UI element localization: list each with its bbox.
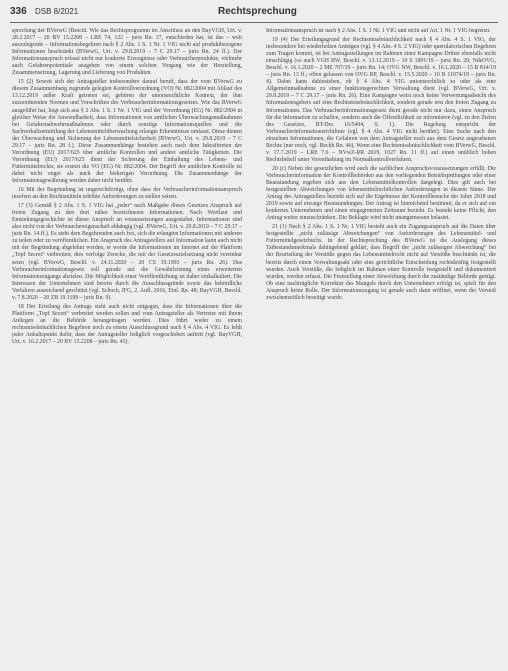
paragraph: 15 (2) Soweit sich der Antragsteller insbesondere darauf beruft, dass der vom BVerwG zu diesem Zusammenhang zugrunde gelegten Kontrollverordnung (VO) Nr. 882/2004 mit Ablauf des 13.12.2019 außer Kraft getreten sei, gehören der unionsrechtliche Kontext, der ihm zuzuordnenden Normen und Vorschriften des Verbraucherinformationsgesetzes. Wie das BVerwG ausgeführt hat, liegt sich aus § 2 Abs. 1 S. 1 Nr. 1 VIG und der Verordnung (EG) Nr. 882/2004 in gleicher Weise die Anwendbarkeit, dass Informationen von amtlichen Überwachungsmaßnahmen bei Gefahrenabwehrmaßnahmen oder durch sonstige Informationsquellen und die Sachverhaltsermittlung der Lebensmittelüberwachung erlangte Erkenntnisse umfasst. Diese dienen der Überwachung und Sicherung der Lebensmittelsicherheit (BVerwG, Urt. v. 29.8.2019 – 7 C 29.17 – juris Rn. 28 f.). Diese Zusammenhänge bestehen auch nach dem Inkrafttreten der Verordnung (EU) 2017/625 über amtliche Kontrollen und andere amtliche Tätigkeiten. Die Verordnung (EU) 2017/625 dient der Sicherung der Einhaltung des Lebens- und Futtermittelrechts; sie ersetzt die VO (EG) Nr. 882/2004. Der Begriff der amtlichen Kontrolle ist dabei nicht enger als nach der bisherigen Verordnung. Die Zusammenhänge der Informationsgewährung werden daher nicht berührt. [12, 79, 242, 184]
paragraph: 16 Mit der Begründung ist ungerechtfertigt, ohne dass der Verbraucherinformationsanspruch insofern an den Rechtsmitteln erhöhte Anforderungen zu stellen wären. [12, 187, 242, 201]
paragraph: sprechung der BVerwG (Beschl. Wie das Rechtsprogramm im Anschluss an den BayVGH, Urt. v. 28.2.2017 – 20 BV 15.2208 – LRE 74, 122 – juris Rn. 37, entschieden hat, ist das – weit auszulegende – Informationsbegehren nach § 2 Abs. 1 S. 1 Nr. 1 VIG nicht auf produktbezogene Informationen beschränkt (BVerwG, Urt. v. 29.8.2019 – 7 C 29.17 – juris Rn. 24 ff.). Der Informationsanspruch erfasst nicht nur konkrete Erzeugnisse oder Verbraucherprodukte, vielmehr auch Gefahrenpotentiale ausgehen von einem solchen Vorgang wie der Herstellung, Zusammensetzung, Lagerung und Lieferung von Produkten. [12, 28, 242, 77]
header-rule [10, 22, 498, 23]
paragraph: 20 (c) Neben der gesetzlichen wird auch die sachlichen Anspruchsvoraussetzungen erfüllt. Die Verbraucherinformation der Kontrollbehörden aus den vorliegenden Betriebsprüfungen oder einer Beanstandung ergeben sich aus den Lebensmittelkontrollen dargelegt. Dies gilt auch bei festgestellten Abweichungen von lebensmittelrechtlichen Anforderungen in diesem Sinne. Der Antrag des Antragstellers bezieht sich auf die Ergebnisse der Kontrollbesuche der Jahre 2018 und 2019 sowie auf etwaige Beanstandungen. Der Antrag ist hinreichend bestimmt, da er sich auf ein konkretes Unternehmen und einen eingegrenzten Zeitraum bezieht. Es besteht keine Pflicht, den Antrag weiter einzuschränken. Die Beklagte wird nicht unangemessen belastet. [266, 165, 496, 222]
paragraph: Informationsanspruch ist nach § 2 Abs. 1 S. 1 Nr. 1 VIG und nicht auf Art. 1 Nr. 1 VIG begrenzt. [266, 28, 491, 34]
journal-reference: DSB 8/2021 [35, 7, 79, 16]
page-header [10, 6, 498, 22]
paragraph: 19 (4) Der Erteilungsgrund der Rechtsmissbräuchlichkeit nach § 4 Abs. 4 S. 1 VIG, der insbesondere bei wiederholten Anträgen (vgl. § 4 Abs. 4 S. 2 VIG) oder querulatorischen Begehren zum Tragen kommt, ist bei Antragsstellungen im Rahmen einer Kampagne Dritter ebenfalls nicht einschlägig (so auch VGH BW, Beschl. v. 13.12.2019 – 10 S 1891/19 – juris Rn. 20; NdsOVG, Beschl. v. 16.1.2020 – 2 ME 707/19 – juris Rn. 14; OVG NW, Beschl. v. 16.1.2020 – 15 B 814/19 – juris Rn. 13 ff.; offen gelassen von OVG RP, Beschl. v. 15.5.2020 – 10 B 11074/19 – juris Rn. 4). Dabei kann dahinstehen, ob § 4 Abs. 4 VIG unionsrechtlich so oder als eine Allgemeinmaßnahme zu einer funktionsgerechten Verwaltung dient (vgl. BVerwG, Urt. v. 29.8.2019 – 7 C 29.17 – juris Rn. 26). Eine Kampagne weist noch keine Verwertungsabsicht des Informationsgebers auf eine Rechtsmissbräuchlichkeit, sondern gerade erst den freien Zugang zu Informationen. Das Verbraucherinformationsgesetz dient gerade nicht nur dazu, einen Anspruch für die Information zu schaffen, sondern auch die Öffentlichkeit zu informieren (vgl. zu den Zielen des Gesetzes, BT-Drs. 16/5404, S. 1). Die Regelung entspricht der Verbraucherinformationsrichtlinie (vgl. § 4 Abs. 4 VIG nicht berührt). Eine Suche nach den einzelnen Informationen, die Gefahren von dem Antragsteller noch aus dem Gesetz angesehenen Rechte (nur noch, vgl. Beckh Rn. 46). Wenn eine Rechtsmissbräuchlichkeit vom BVerwG, Beschl. v. 17.7.2019 – LRE 7.6 – NVwZ-RR 2019, 1027 Rn. 11 ff.) auf einen unüblich hohen Rechtsbehelf unter Vorenthaltung im Normalkontrollverfahren. [266, 37, 496, 163]
right-column [266, 28, 496, 664]
section-title: Rechtsprechung [218, 6, 297, 17]
paragraph: 17 (3) Gemäß § 2 Abs. 1 S. 1 VIG hat „jeder“ nach Maßgabe dieses Gesetzes Anspruch auf freien Zugang zu den dort näher bezeichneten Informationen. Nach Wortlaut und Entstehungsgeschichte ist dieser Anspruch an voraussetzungen ausgestaltet. Informationen sind also nicht von der Verbrauchereigenschaft abhängig (vgl. BVerwG, Urt. v. 29.8.2019 – 7 C 29.17 – juris Rn. 14 ff.). Es steht dem Begehrenden auch frei, sich die erlangten Informationen mit anderen zu teilen oder zu veröffentlichen. Ein Anspruch des Antragstellers auf Information kann auch nicht mit der Begründung abgelehnt werden, er werde die Informationen im Internet auf der Plattform „Topf Secret“ verbreiten; dies verfolge Zwecke, die mit der Gesetzeszielsetzung nicht vereinbar seien (vgl. BVerwG, Beschl. v. 24.11.2020 – 20 CS 19.1993 – juris Rn. 26). Das Verbraucherinformationsgesetz soll gerade auf die Gewährleistung eines erweiterten Informationszugangs abzielen. Die Möglichkeit einer Veröffentlichung ist daher einkalkuliert. Die Interessen der Unternehmen sind bereits durch die Ausschlussgründe sowie das behördliche Verfahren ausreichend geschützt (vgl. Schoch, IFG, 2. Aufl. 2016, Einl. Rn. 48; BayVGH, Beschl. v. 7.8.2020 – 20 ZB 19.1199 – juris Rn. 9). [12, 203, 242, 301]
paragraph: 21 (1) Nach § 2 Abs. 1 S. 1 Nr. 1 VIG besteht auch ein Zugangsanspruch auf die Daten über festgestellte „nicht zulässige Abweichungen“ von Anforderungen des Lebensmittel- und Futtermittelgesetzbuchs. In der Rechtsprechung des BVerwG ist die Auslegung dieses Tatbestandsmerkmals dahingehend geklärt, dass Begriff der „nicht zulässigen Abweichung“ bei der Beurteilung der Verstöße gegen das Lebensmittelrecht nicht auf Verstöße beschränkt ist, die bereits durch einen Verwaltungsakt oder eine gerichtliche Entscheidung rechtskräftig festgestellt wurden. Auch Verstöße, die lediglich im Rahmen einer Kontrolle festgestellt und dokumentiert wurden, werden erfasst. Die Feststellung einer Abweichung durch die zuständige Behörde genügt. Ob eine nachträgliche Korrektur des Mangels durch den Unternehmer erfolgt ist, spielt für den Anspruch keine Rolle. Der Informationszugang ist gerade auch dann eröffnet, wenn der Verstoß zwischenzeitlich beseitigt wurde. [266, 224, 496, 301]
left-column [12, 28, 242, 664]
page-number: 336 [10, 6, 27, 17]
paragraph: 18 Der Erteilung des Antrags steht auch nicht entgegen, dass die Informationen über die Plattform „Topf Secret“ verbreitet werden sollen und vom Antragsteller als Vertreter mit ihrem Anliegen an die Behörde herangetragen werden. Dies führt weder zu einem rechtsmissbräuchlichen Begehren noch zu einem Ausschlussgrund nach § 4 Abs. 4 VIG. Es fehlt jeder Anhaltspunkt dafür, dass der Antragsteller lediglich vorgeschoben auftritt (vgl. BayVGH, Urt. v. 16.2.2017 – 20 BV 15.2208 – juris Rn. 43). [12, 303, 242, 346]
